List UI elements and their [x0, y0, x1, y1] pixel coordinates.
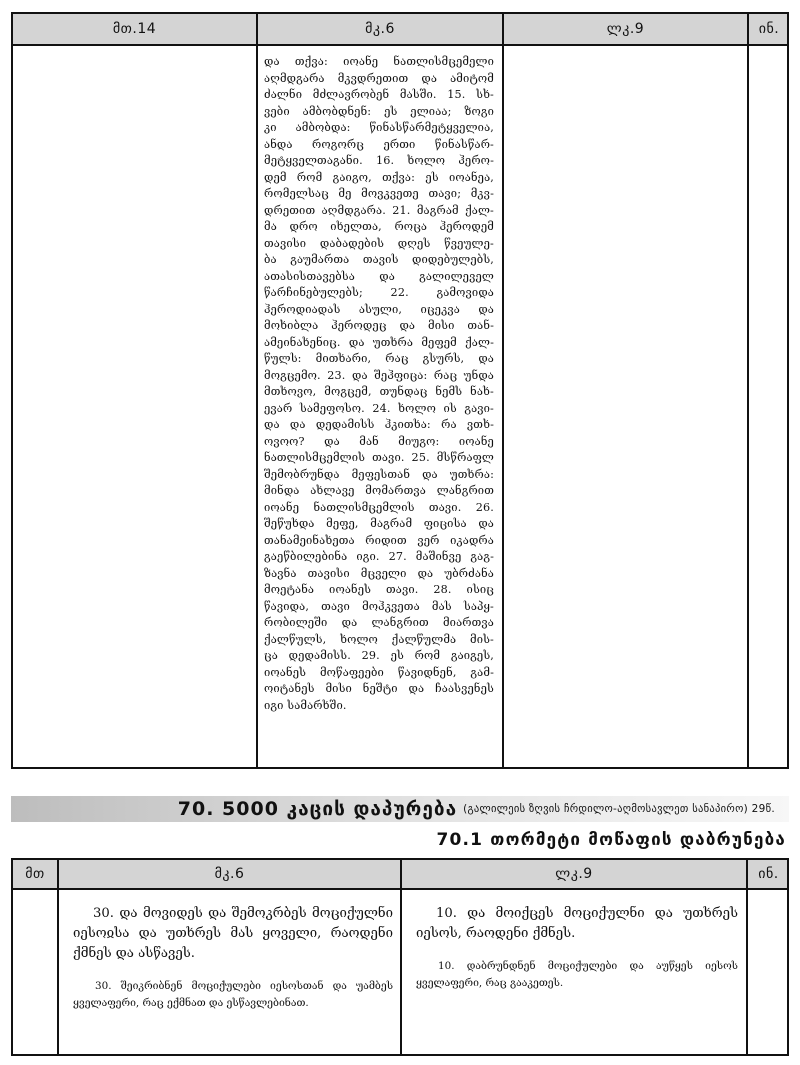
- header-luke: ლკ.9: [555, 866, 593, 882]
- column-divider: [256, 14, 258, 767]
- section-title: [178, 796, 775, 822]
- header-matthew: მთ.14: [112, 21, 157, 37]
- verse-line: იგი სამარხში.: [264, 698, 347, 712]
- verse-line: მა დრო იხელთა, როცა ჰეროდემ: [264, 220, 494, 233]
- column-divider: [746, 860, 748, 1054]
- verse-line: მოგცემო. 23. და შეჰფიცა: რაც უნდა: [264, 368, 494, 382]
- header-john: ინ.: [758, 866, 779, 882]
- verse-line: შემობრუნდა მეფესთან და უთხრა:: [264, 467, 494, 481]
- section-title-text: 70. 5000 კაცის დაპურება: [177, 798, 458, 820]
- section-location-note: (გალილეის ზღვის ჩრდილო-აღმოსავლეთ სანაპირო) 29წ.: [463, 803, 775, 815]
- mark-modern-translation-text: 30. შეიკრიბნენ მოციქულები იესოსთან და უამბეს ყველაფერი, რაც ექმნათ და ესწავლებინათ.: [73, 980, 393, 1009]
- verse-line: ევარ სამეფოსო. 24. ხოლო ის გავი-: [264, 401, 494, 415]
- mark-modern-translation: [73, 978, 393, 1012]
- verse-line: მინდა ახლავე მომართვა ლანგრით: [264, 484, 494, 497]
- verse-line: მოეტანა იოანეს თავი. 28. ისიც: [264, 583, 494, 596]
- header-luke: ლკ.9: [606, 21, 645, 37]
- header-mark: მკ.6: [214, 866, 245, 882]
- verse-line: ცა დედამისს. 29. ეს რომ გაიგეს,: [264, 649, 494, 662]
- mark-old-translation-text: 30. და მოვიდეს და შემოკრბეს მოციქულნი იესოჲსა და უთხრეს მას ყოველი, რაოდენი ქმნეს და ასწავეს.: [73, 906, 393, 961]
- header-john: ინ.: [758, 21, 780, 37]
- verse-line: ოვოო? და მან მიუგო: იოანე: [264, 434, 494, 448]
- verse-line: ჰეროდიადას ასული, იცეკვა და: [264, 302, 494, 316]
- luke-modern-translation: [416, 958, 738, 992]
- section-heading-bar: [11, 796, 789, 822]
- column-divider: [57, 860, 59, 1054]
- verse-line: ვები ამბობდნენ: ეს ელიაა; ზოგი: [264, 104, 494, 118]
- verse-line: შეწუხდა მეფე, მაგრამ ფიცისა და: [264, 517, 494, 530]
- mark-old-translation: [73, 904, 393, 964]
- verse-line: და და დედამისს ჰკითხა: რა ვთხ-: [264, 418, 494, 431]
- verse-line: ათასისთავებსა და გალილეველ: [264, 269, 494, 283]
- verse-line: დრეთით აღმდგარა. 21. მაგრამ ქალ-: [264, 203, 494, 217]
- verse-line: ნათლისმცემლის თავი. 25. მსწრაფლ: [264, 451, 494, 464]
- header-mark: მკ.6: [365, 21, 395, 37]
- verse-line: ამეინახენიც. და უთხრა მეფემ ქალ-: [264, 335, 494, 349]
- column-divider: [400, 860, 402, 1054]
- verse-line: კი ამბობდა: წინასწარმეტყველია,: [264, 121, 494, 134]
- verse-line: წავიდა, თავი მოჰკვეთა მას საპყ-: [264, 599, 494, 613]
- verse-line: გაეწბილებინა იგი. 27. მაშინვე გაგ-: [264, 550, 494, 563]
- column-divider: [747, 14, 749, 767]
- luke-parallel-cell: [416, 904, 738, 992]
- verse-line: დემ რომ გაიგო, თქვა: ეს იოანეა,: [264, 170, 494, 184]
- table-header-row: [13, 14, 787, 46]
- continuation-table: [11, 12, 789, 769]
- luke-modern-translation-text: 10. დაბრუნდნენ მოციქულები და აუწყეს იესოს ყველაფერი, რაც გააკეთეს.: [416, 960, 738, 989]
- verse-line: იოანეს მოწაფეები წავიდნენ, გამ-: [264, 665, 494, 679]
- mark-text-column: [264, 54, 494, 714]
- verse-line: წარჩინებულებს; 22. გამოვიდა: [264, 286, 494, 299]
- header-matthew: მთ: [25, 866, 45, 882]
- verse-line: ქალწულს, ხოლო ქალწულმა მის-: [264, 632, 494, 646]
- verse-line: რომელსაც მე მოვკვეთე თავი; მკვ-: [264, 187, 494, 200]
- verse-line: იოანე ნათლისმცემლის თავი. 26.: [264, 500, 494, 514]
- luke-old-translation-text: 10. და მოიქცეს მოციქულნი და უთხრეს იესოს, რაოდენი ქმნეს.: [416, 906, 738, 941]
- verse-line: ანდა როგორც ერთი წინასწარ-: [264, 137, 494, 151]
- mark-parallel-cell: [73, 904, 393, 1012]
- verse-line: წულს: მითხარი, რაც გსურს, და: [264, 352, 494, 365]
- verse-line: ბა გაუმართა თავის დიდებულებს,: [264, 253, 494, 266]
- parallel-table: [11, 858, 789, 1056]
- verse-line: თანამეინახეთა რიდით ვერ იკადრა: [264, 533, 494, 547]
- verse-line: ზავნა თავისი მცველი და უბრძანა: [264, 566, 494, 580]
- column-divider: [502, 14, 504, 767]
- subsection-title: 70.1 თორმეტი მოწაფის დაბრუნება: [436, 830, 786, 850]
- luke-old-translation: [416, 904, 738, 944]
- verse-line: აღმდგარა მკვდრეთით და ამიტომ: [264, 71, 494, 85]
- verse-line: მეტყველთაგანი. 16. ხოლო ჰერო-: [264, 154, 494, 167]
- verse-line: და თქვა: იოანე ნათლისმცემელი: [264, 55, 494, 68]
- verse-line: რობილეში და ლანგრით მიართვა: [264, 616, 494, 629]
- verse-line: ძალნი მძლავრობენ მასში. 15. სხ-: [264, 88, 494, 101]
- verse-line: თავისი დაბადების დღეს წვეულე-: [264, 236, 494, 250]
- verse-line: მოხიბლა ჰეროდეც და მისი თან-: [264, 319, 494, 332]
- verse-line: ოიტანეს მისი ნეშტი და ჩაასვენეს: [264, 682, 494, 695]
- verse-line: მთხოვო, მოგცემ, თუნდაც ნემს ნახ-: [264, 385, 494, 398]
